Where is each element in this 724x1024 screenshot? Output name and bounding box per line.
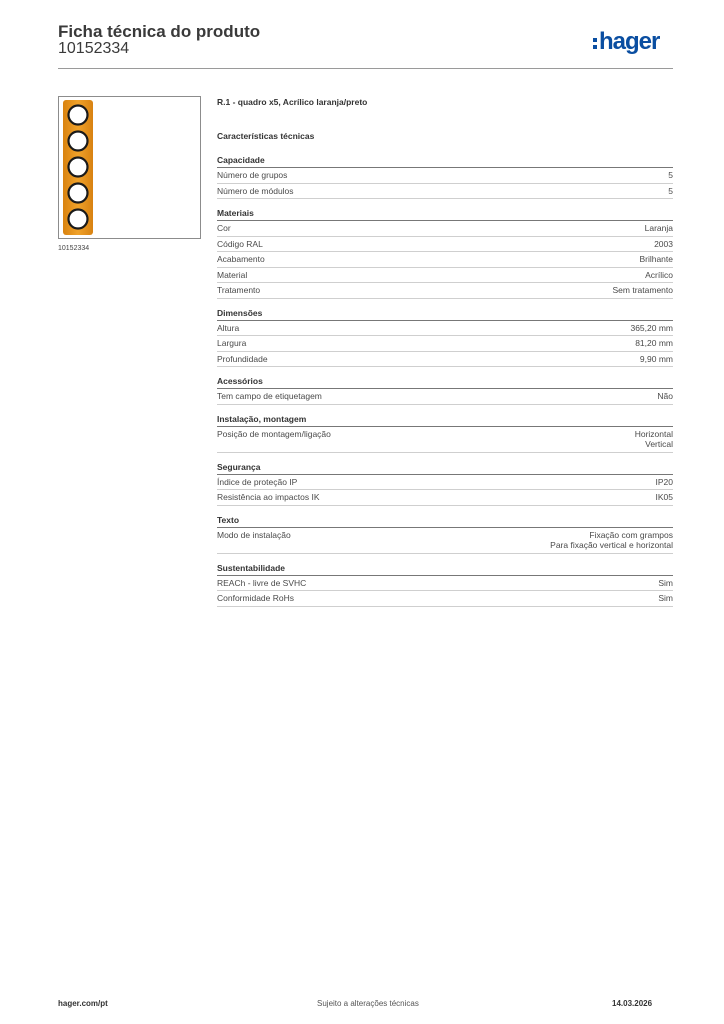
spec-value-line: 5 (668, 185, 673, 196)
spec-value (645, 270, 673, 281)
spec-row (217, 591, 673, 607)
spec-label: Cor (217, 223, 231, 233)
section-title: Materiais (217, 208, 673, 221)
spec-row (217, 283, 673, 299)
spec-value (656, 477, 674, 488)
spec-section (217, 155, 673, 199)
spec-value (658, 593, 673, 604)
spec-row (217, 184, 673, 200)
spec-value (613, 285, 673, 296)
spec-value (639, 254, 673, 265)
spec-row (217, 268, 673, 284)
spec-value (640, 354, 673, 365)
section-title: Texto (217, 515, 673, 528)
spec-value-line: 365,20 mm (630, 322, 673, 333)
spec-value (550, 530, 673, 551)
spec-value-line: Horizontal (634, 428, 673, 439)
spec-row (217, 389, 673, 405)
spec-row (217, 528, 673, 554)
spec-row (217, 475, 673, 491)
spec-row (217, 490, 673, 506)
spec-section (217, 376, 673, 405)
spec-section (217, 563, 673, 607)
section-title: Segurança (217, 462, 673, 475)
spec-value-line: Para fixação vertical e horizontal (550, 540, 673, 550)
spec-value (668, 186, 673, 197)
header-divider (58, 68, 673, 69)
spec-row (217, 221, 673, 237)
spec-value-line: Não (657, 391, 673, 401)
spec-value (635, 429, 673, 450)
spec-value-line: Brilhante (639, 254, 673, 264)
image-caption: 10152334 (58, 245, 90, 252)
footer-date: 14.03.2026 (612, 999, 653, 1008)
spec-row (217, 576, 673, 592)
spec-label: Tratamento (217, 285, 261, 295)
spec-section (217, 308, 673, 368)
spec-row (217, 321, 673, 337)
spec-row (217, 237, 673, 253)
spec-value (656, 492, 674, 503)
spec-row (217, 336, 673, 352)
spec-sections (217, 155, 673, 607)
spec-value-line: Sem tratamento (612, 285, 673, 295)
spec-value-line: 9,90 mm (639, 353, 673, 364)
spec-label: Acabamento (217, 254, 265, 264)
spec-section (217, 208, 673, 299)
spec-value-line: IP20 (655, 476, 673, 487)
spec-label: REACh - livre de SVHC (217, 577, 307, 588)
spec-value-line: 81,20 mm (635, 338, 673, 348)
spec-value-line: Fixação com grampos (589, 529, 673, 540)
spec-value (654, 239, 673, 250)
product-title: R.1 - quadro x5, Acrílico laranja/preto (217, 97, 368, 107)
footer-website-link[interactable]: hager.com/pt (58, 999, 108, 1008)
spec-label: Modo de instalação (217, 529, 291, 540)
footer-disclaimer: Sujeito a alterações técnicas (317, 999, 419, 1008)
spec-label: Profundidade (217, 353, 268, 364)
section-title: Capacidade (217, 155, 673, 168)
spec-row (217, 352, 673, 368)
spec-value (645, 223, 673, 234)
spec-value-line: Acrílico (645, 269, 673, 280)
product-code: 10152334 (58, 40, 130, 57)
spec-label: Código RAL (217, 238, 263, 249)
spec-value-line: 2003 (654, 238, 673, 249)
spec-label: Altura (217, 322, 240, 333)
spec-value (658, 578, 673, 589)
spec-value-line: Laranja (644, 223, 673, 233)
spec-label: Material (217, 269, 248, 280)
spec-value (668, 170, 673, 181)
spec-label: Largura (217, 338, 247, 348)
spec-section (217, 515, 673, 554)
section-title: Acessórios (217, 376, 673, 389)
logo-wordmark: hager (599, 28, 660, 55)
section-title: Instalação, montagem (217, 414, 673, 427)
spec-row (217, 427, 673, 453)
spec-label: Posição de montagem/ligação (217, 428, 331, 439)
spec-value-line: 5 (668, 170, 673, 180)
product-image-frame (58, 96, 201, 239)
spec-value-line: Vertical (645, 439, 673, 449)
tech-characteristics-title: Características técnicas (217, 131, 315, 141)
spec-value-line: Sim (658, 593, 673, 603)
product-image (59, 97, 200, 238)
section-title: Dimensões (217, 308, 673, 321)
spec-label: Índice de proteção IP (217, 476, 298, 487)
spec-section (217, 462, 673, 506)
section-title: Sustentabilidade (217, 563, 673, 576)
spec-row (217, 168, 673, 184)
spec-content (217, 97, 673, 616)
spec-label: Número de módulos (217, 185, 294, 196)
spec-value-line: Sim (658, 577, 673, 588)
spec-row (217, 252, 673, 268)
spec-label: Número de grupos (217, 170, 288, 180)
hager-logo[interactable] (593, 28, 673, 56)
spec-label: Tem campo de etiquetagem (217, 391, 322, 401)
page-title: Ficha técnica do produto (58, 22, 261, 41)
spec-value-line: IK05 (655, 492, 673, 502)
logo-dots-icon (593, 38, 597, 49)
spec-section (217, 414, 673, 453)
spec-value (630, 323, 673, 334)
spec-value (657, 391, 673, 402)
spec-value (635, 338, 673, 349)
spec-label: Resistência ao impactos IK (217, 492, 320, 502)
spec-label: Conformidade RoHs (217, 593, 295, 603)
